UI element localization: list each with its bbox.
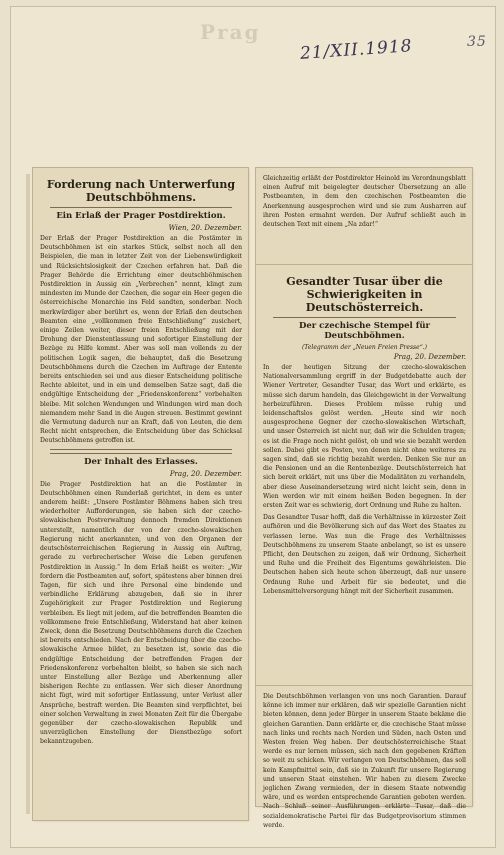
article2-headline: Der Inhalt des Erlasses. bbox=[84, 456, 198, 467]
divider bbox=[50, 207, 232, 208]
article2-paragraph: Die Prager Postdirektion hat an die Postämter in Deutschböhmen einen Runderlaß gerichtet, in dem es unter anderem heißt: „Unsere Postämter Böhmens haben sich treu wiederholter Aufforderungen, sie haben sich der czecho-slowakischen Postverwaltung dennoch fremden Direktionen unterstellt, namentlich der von der czecho-slowakischen Regierung nicht anerkannten, und von den Organen der deutschösterreichischen Regierung in Aussig ein Auftrag, gerade zu verbrecherischer Weise die Leben gerufenen Postdirektion in Aussig.“ In dem Erlaß heißt es weiter: „Wir fordern die Postbeamten auf, sofort, spätestens aber binnen drei Tagen, für sich und ihre Personal eine bindende und verbindliche Erklärung abzugeben, daß sie in ihrer Zugehörigkeit zur Prager Postdirektion und Regierung verbleiben. Es liegt mit jedem, auf die betreffenden Beamten die vollkommene freie Entschließung, Widerstand hat aber keinen Zweck, denn die Besetzung Deutschböhmens durch die Czechen ist bereits entschieden. Nach der Entscheidung über die czecho-slowakische Armee bildet, zu besetzen ist, sowie das die endgültige Entscheidung der betreffenden Fragen der Friedenskonferenz vorbehalten bleibt, so haben sie sich nach unter Einstellung aller Bezüge und Aberkennung aller bisherigen Rechte zu entlassen. Wer sich dieser Anordnung nicht fügt, wird mit sofortiger Entlassung, unter Verlust aller Ansprüche, bestraft werden. Die Beamten sind verpflichtet, bei einer solchen Verwaltung in zwei Monaten Zeit für die Übergabe gegenüber der czecho-slowakischen Republik und unverzüglichen Einstellung der Dienstbezüge sofort bekanntzugeben. bbox=[40, 480, 242, 746]
clipping-left-column bbox=[33, 168, 248, 820]
article1-paragraph: Der Erlaß der Prager Postdirektion an die Postämter in Deutschböhmen ist ein starkes Stück, selbst noch all den Beispielen, die man in letzter Zeit von der Liebenswürdigkeit und Rücksichtslosigkeit der Czechen erfahren hat. Daß die Prager Behörde die Errichtung einer deutschböhmischen Postdirektion in Aussig ein „Verbrechen“ nennt, klingt zum mindesten im Munde der Czechen, die sogar ein Heer gegen die österreichische Monarchie ins Feld sandten, sonderbar. Noch merkwürdiger aber berührt es, wenn der Erlaß den deutschen Beamten eine „vollkommen freie Entschließung“ zusichert, einige Zeilen weiter, dieser freien Entschließung mit der Drohung der Dienstentlassung und sofortiger Einstellung der Bezüge zu Hilfe kommt. Aber was soll man vollends zu der politischen Logik sagen, die behauptet, daß die Besetzung Deutschböhmens durch die Czechen im Auftrage der Entente bereits entschieden sei und aus dieser Entscheidung politische Rechte ableitet, und in ein und demselben Satze sagt, daß die endgültige Entscheidung der „Friedenskonferenz“ vorbehalten bleibe. Mit solchen Wendungen und Windungen wird man doch niemandem mehr Sand in die Augen streuen. Bestimmt gewinnt die Vermutung dadurch nur an Kraft, daß von Leuten, die dem Recht nicht entsprechen, die Entscheidung über das Schicksal Deutschböhmens getroffen ist. bbox=[40, 235, 242, 445]
article4-source: (Telegramm der „Neuen Freien Presse“.) bbox=[301, 344, 428, 351]
paste-edge bbox=[26, 174, 30, 814]
article4-dateline: Prag, 20. Dezember. bbox=[393, 353, 466, 361]
article1-headline: Forderung nach Unterwerfung Deutschböhmens. bbox=[46, 178, 236, 204]
article5-paragraph: Die Deutschböhmen verlangen von uns noch Garantien. Darauf könne ich immer nur erklären, daß wir spezielle Garantien nicht bieten können, denn jeder Bürger in unserem Staate bekäme die gleichen Garantien. Dann erklärte er, die czechische Staat müsse nach links und rechts nach Norden und Süden, nach Osten und Westen freien Weg haben. Der deutschösterreichische Staat werde es nur lernen müssen, sich nach den gegebenen Kräften so weit zu schicken. Wir verlangen von Deutschböhmen, das soll kein Kampfmittel sein, daß sie in Zukunft für unsere Regierung und unseren Staat einstehen. Wir haben zu diesem Zwecke jeglichen Zwang vermieden, der in diesem Staate notwendig wäre, und es werden entsprechende Garantien geboten werden. Nach Schluß seiner Ausführungen erklärte Tusar, daß die sozialdemokratische Partei für das Budgetprovisorium stimmen werde. bbox=[263, 693, 466, 829]
article4-headline: Gesandter Tusar über die Schwierigkeiten in Deutschösterreich. bbox=[286, 275, 443, 314]
clipping-right-bottom bbox=[256, 686, 472, 829]
clipping-right-top bbox=[256, 168, 472, 264]
faint-stamp-text: Prag bbox=[200, 20, 261, 44]
handwritten-page-number: 35 bbox=[467, 34, 487, 50]
article1-dateline: Wien, 20. Dezember. bbox=[168, 224, 242, 232]
clipping-right-middle bbox=[256, 265, 472, 685]
divider bbox=[50, 449, 232, 454]
handwritten-date: 21/XII.1918 bbox=[299, 36, 414, 64]
article2-dateline: Prag, 20. Dezember. bbox=[169, 469, 242, 478]
divider bbox=[273, 317, 456, 318]
article1-subhead: Ein Erlaß der Prager Postdirektion. bbox=[56, 211, 226, 221]
article4-subhead: Der czechische Stempel für Deutschböhmen. bbox=[298, 321, 431, 341]
article4-paragraph: In der heutigen Sitzung der czecho-slowakischen Nationalversammlung ergriff in der Budgetdebatte auch der Wiener Vertreter, Gesandter Tusar, das Wort und erklärte, es müsse sich darum handeln, das Gleichgewicht in der Verwaltung herbeizuführen. Dieses Problem müsse ruhig und leidenschaftslos gelöst werden. „Heute sind wir noch ausgesprochene Gegner der czecho-slowakischen Wirtschaft, und unser Österreich ist nicht nur, daß wir die Schulden tragen; es ist die Frage noch nicht gelöst, ob und wie sie bezahlt werden sollen. Dabei gibt es Posten, von denen nicht ohne weiteres zu sagen sind, daß sie richtig bezahlt werden. Denken Sie nur an die Pensionen und an die Rentenbezüge. Deutschösterreich hat sich bereit erklärt, mit uns über die Modalitäten zu verhandeln, aber diese Auseinandersetzung wird nicht leicht sein, denn in Wien werden wir mit einem heißen Boden begegnen. In der ersten Zeit war es schwierig, dort Ordnung und Ruhe zu halten. bbox=[263, 364, 466, 510]
article4-paragraph: Das Gesandter Tusar hofft, daß die Verhältnisse in kürzester Zeit aufhören und die Bevölkerung sich auf das Wort des Staates zu verlassen lerne. Was nun die Frage des Verhältnisses Deutschböhmens zu unserem Staate anbelangt, so ist es unsere Pflicht, den Deutschen zu zeigen, daß wir Ordnung, Sicherheit und Ruhe und die Freiheit des Eigentums gewährleisten. Die Deutschen haben sich heute schon überzeugt, daß nur unsere Ordnung Ruhe und Arbeit für sie bedeutet, und die Lebensmittelversorgung hängt mit der Sicherheit zusammen. bbox=[263, 514, 466, 595]
article3-paragraph: Gleichzeitig erläßt der Postdirektor Heinold im Verordnungsblatt einen Aufruf mit beigelegter deutscher Übersetzung an alle Postbeamten, in dem den czechischen Postbeamten die Anerkennung ausgesprochen wird und sie zum Ausharren auf ihren Posten ermahnt werden. Der Aufruf schließt auch in deutschen Text mit einem „Na zdar!“ bbox=[263, 175, 466, 229]
